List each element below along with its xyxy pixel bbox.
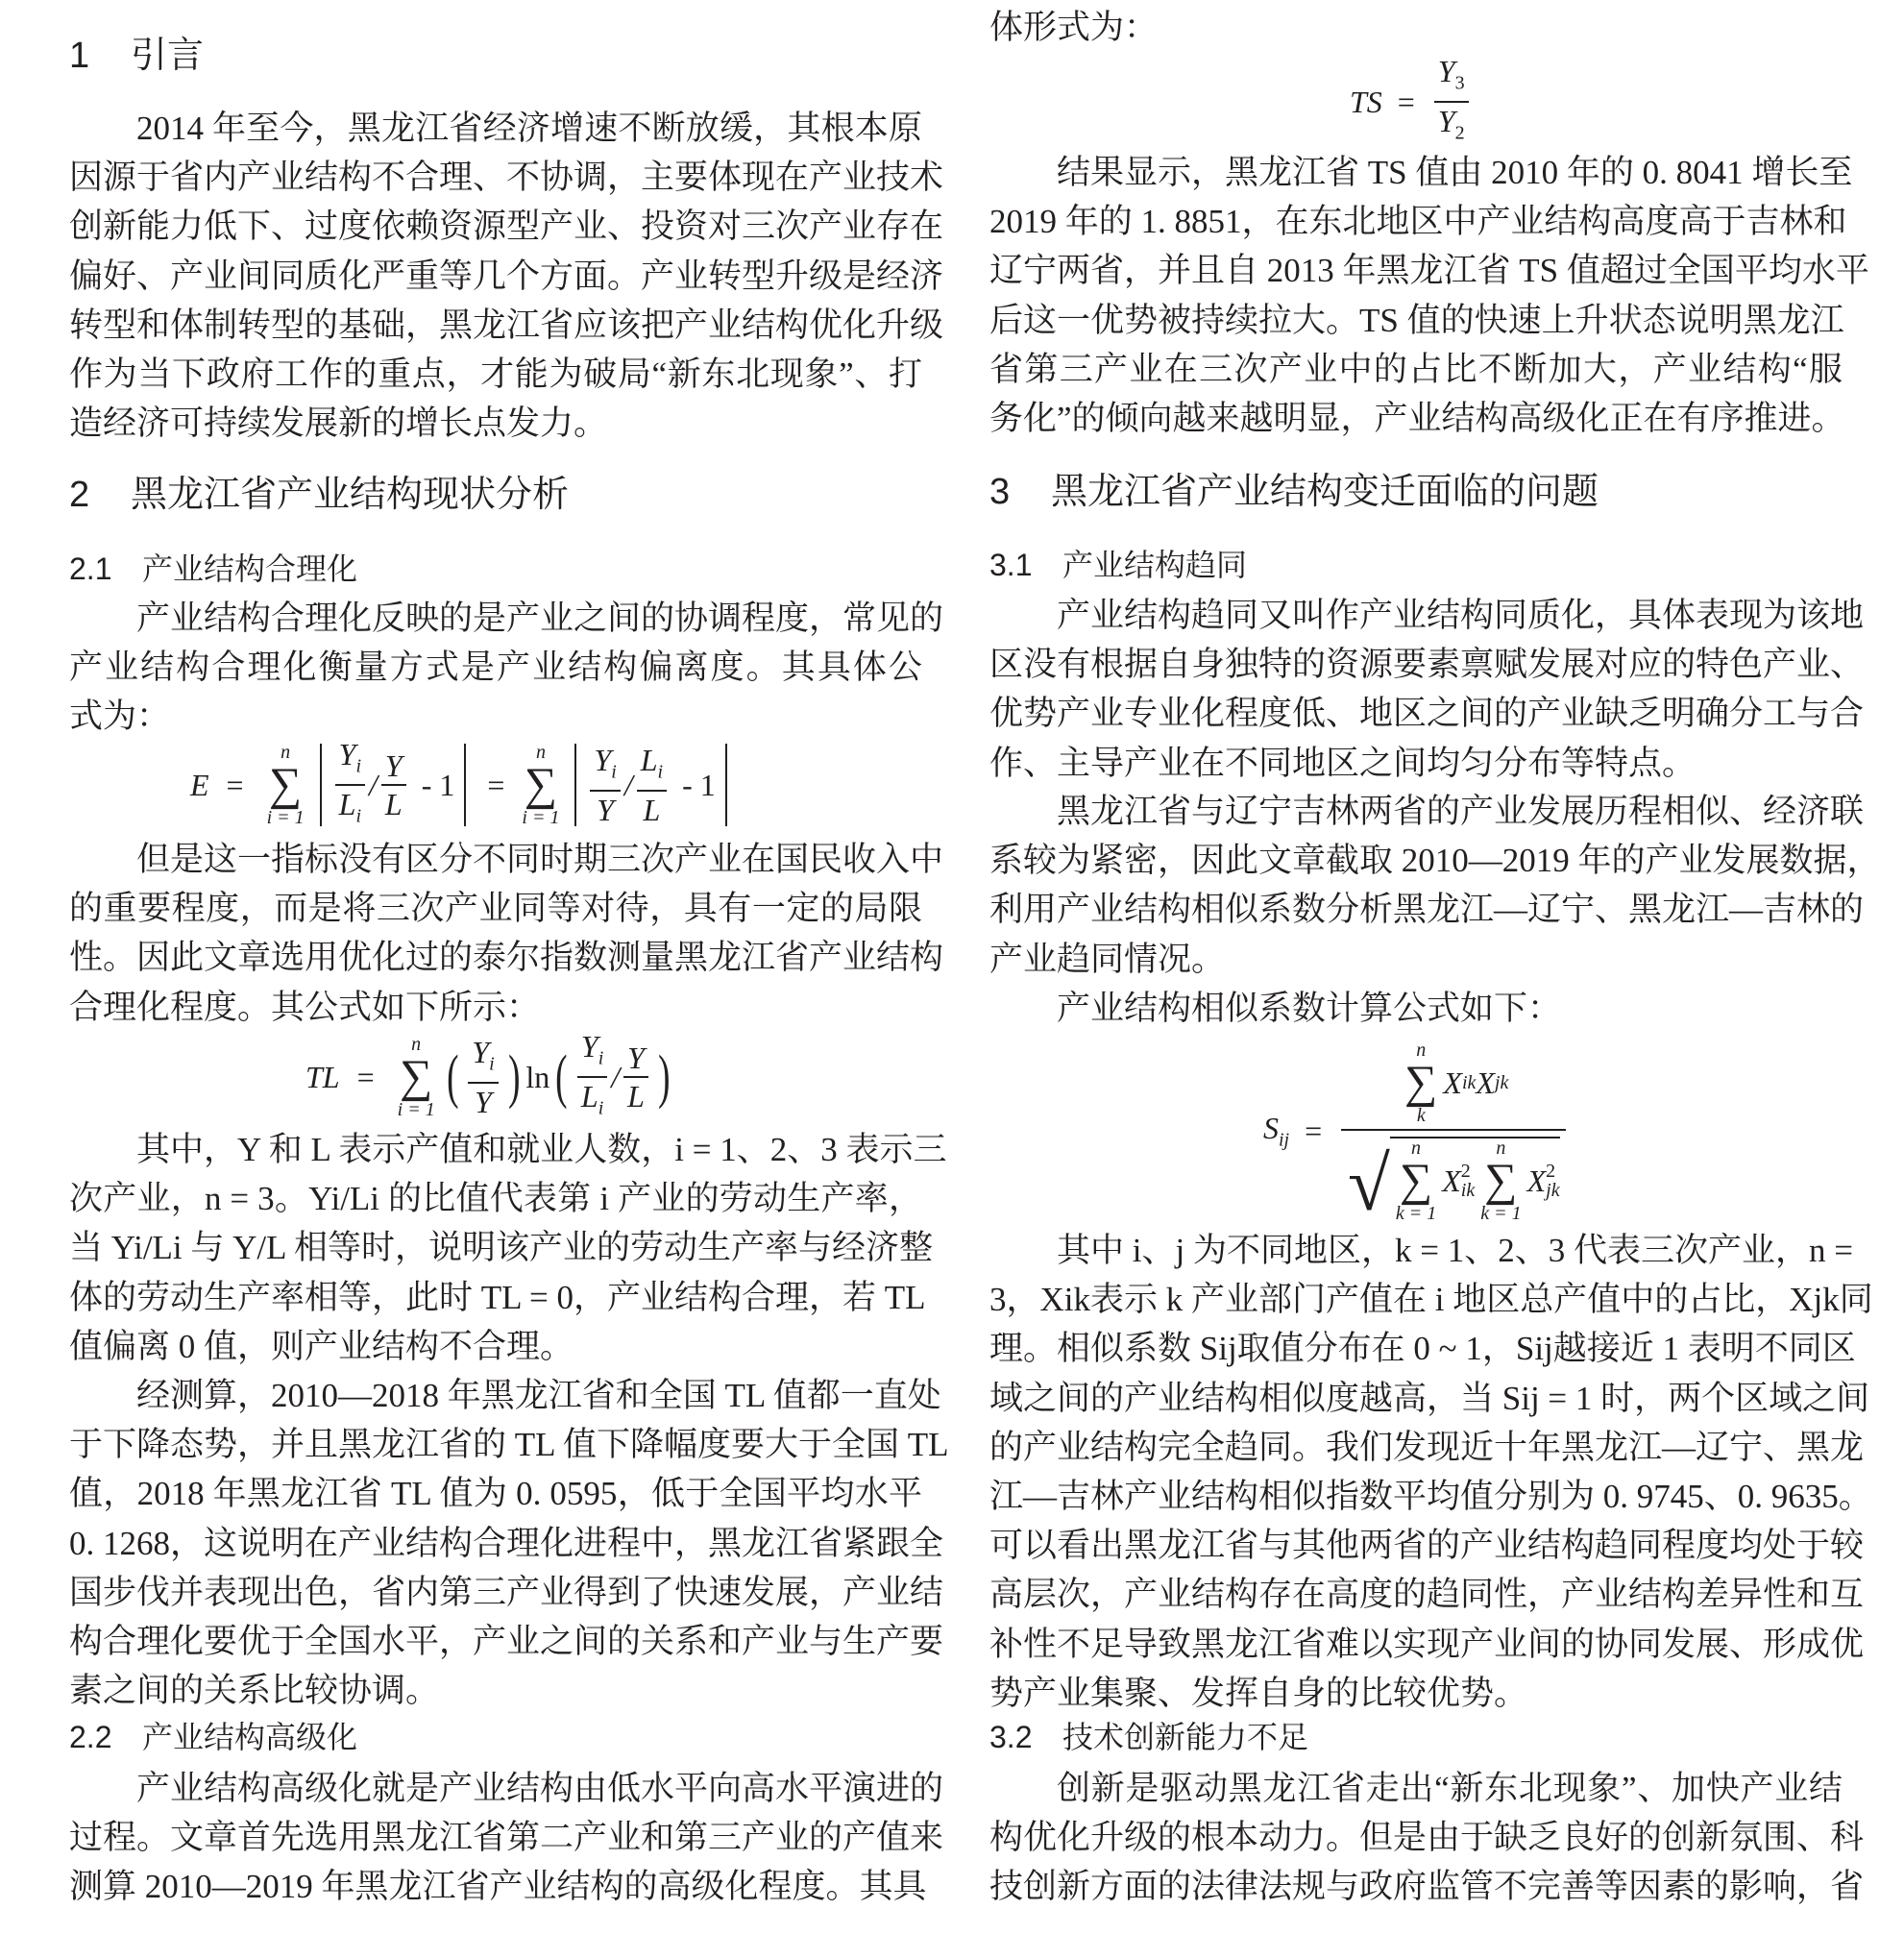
formula-similarity: $S_{ij}$ = n ∑ k X ik X jk √ n ∑ k = 1 X 2 ik n ∑ k = 1 X 2 jk: [1263, 1042, 1570, 1220]
formula-symbol: S: [1263, 1111, 1279, 1146]
text-line: 造经济可持续发展新的增长点发力。: [69, 404, 608, 443]
sqrt-icon: √: [1347, 1141, 1390, 1227]
text-line: 性。因此文章选用优化过的泰尔指数测量黑龙江省产业结构: [69, 939, 944, 977]
text-line: 产业结构趋同又叫作产业结构同质化，具体表现为该地: [1057, 597, 1865, 634]
paragraph: [989, 1764, 1865, 1912]
formula-symbol: E: [190, 767, 209, 802]
text-line: 的产业结构完全趋同。我们发现近十年黑龙江—辽宁、黑龙: [989, 1428, 1865, 1466]
formula-symbol: - 1: [421, 767, 455, 802]
heading-number: 3.2: [989, 1720, 1033, 1754]
text-line: 域之间的产业结构相似度越高，当 Sij = 1 时，两个区域之间: [989, 1379, 1870, 1417]
text-line: 理。相似系数 Sij取值分布在 0 ~ 1，Sij越接近 1 表明不同区: [989, 1330, 1856, 1368]
formula-symbol: =: [1397, 84, 1415, 119]
paragraph: [989, 3, 1843, 52]
text-line: 2019 年的 1. 8851，在东北地区中产业结构高度高于吉林和: [989, 203, 1847, 241]
text-line: 产业趋同情况。: [989, 940, 1226, 978]
text-line: 其中 i、j 为不同地区，k = 1、2、3 代表三次产业，n =: [1057, 1232, 1853, 1269]
text-line: 体的劳动生产率相等，此时 TL = 0，产业结构合理，若 TL: [69, 1278, 926, 1316]
fraction: $\frac{Y_i}{Y}$: [590, 742, 620, 828]
fraction: n ∑ k X ik X jk √ n ∑ k = 1 X 2 ik n ∑ k = 1 X 2 jk: [1341, 1040, 1566, 1223]
paragraph: [989, 148, 1869, 443]
heading-title: 黑龙江省产业结构现状分析: [131, 475, 570, 515]
heading-number: 3.1: [989, 548, 1033, 582]
text-line: 素之间的关系比较协调。: [69, 1672, 440, 1710]
text-line: 系较为紧密，因此文章截取 2010—2019 年的产业发展数据，: [989, 842, 1881, 880]
text-line: 国步伐并表现出色，省内第三产业得到了快速发展，产业结: [69, 1573, 944, 1611]
text-line: 黑龙江省与辽宁吉林两省的产业发展历程相似、经济联: [1057, 793, 1865, 830]
heading-title: 黑龙江省产业结构变迁面临的问题: [1051, 472, 1599, 512]
paragraph: [69, 1764, 944, 1912]
heading-2: [69, 471, 569, 519]
text-line: 创新是驱动黑龙江省走出“新东北现象”、加快产业结: [1057, 1770, 1843, 1807]
text-line: 但是这一指标没有区分不同时期三次产业在国民收入中: [136, 841, 944, 878]
text-line: 江—吉林产业结构相似指数平均值分别为 0. 9745、0. 9635。: [989, 1477, 1872, 1515]
heading-number: 2: [69, 475, 90, 515]
text-line: 势产业集聚、发挥自身的比较优势。: [989, 1674, 1528, 1712]
text-line: 产业结构相似系数计算公式如下：: [1057, 990, 1562, 1027]
heading-title: 技术创新能力不足: [1062, 1720, 1309, 1754]
text-line: 测算 2010—2019 年黑龙江省产业结构的高级化程度。其具: [69, 1868, 927, 1906]
text-line: 其中，Y 和 L 表示产值和就业人数，i = 1、2、3 表示三: [136, 1131, 947, 1168]
fraction: $\frac{Y}{L}$: [381, 747, 406, 822]
heading-number: 3: [989, 472, 1011, 512]
paragraph: [989, 1226, 1873, 1718]
text-line: 作为当下政府工作的重点，才能为破局“新东北现象”、打: [69, 355, 922, 393]
text-line: 当 Yi/Li 与 Y/L 相等时，说明该产业的劳动生产率与经济整: [69, 1229, 933, 1267]
text-line: 技创新方面的法律法规与政府监管不完善等因素的影响，省: [989, 1868, 1865, 1906]
text-line: 式为：: [69, 698, 171, 736]
formula-symbol: - 1: [682, 767, 716, 802]
text-line: 转型和体制转型的基础，黑龙江省应该把产业结构优化升级: [69, 306, 944, 344]
heading-title: 产业结构趋同: [1062, 548, 1248, 582]
heading-3: [989, 468, 1599, 516]
fraction: $\frac{Y_3}{Y_2}$: [1434, 53, 1469, 152]
text-line: 经测算，2010—2018 年黑龙江省和全国 TL 值都一直处: [136, 1377, 941, 1414]
text-line: 次产业，n = 3。Yi/Li 的比值代表第 i 产业的劳动生产率，: [69, 1180, 922, 1218]
formula-symbol: =: [356, 1059, 375, 1094]
text-line: 务化”的倾向越来越明显，产业结构高级化正在有序推进。: [989, 399, 1845, 437]
abs-bar: [464, 744, 466, 826]
text-line: 优势产业专业化程度低、地区之间的产业缺乏明确分工与合: [989, 695, 1865, 733]
paragraph: [989, 591, 1865, 788]
heading-number: 2.1: [69, 551, 112, 586]
text-line: 结果显示，黑龙江省 TS 值由 2010 年的 0. 8041 增长至: [1057, 154, 1853, 191]
text-line: 构合理化要优于全国水平，产业之间的关系和产业与生产要: [69, 1622, 944, 1660]
text-line: 值偏离 0 值，则产业结构不合理。: [69, 1327, 574, 1365]
text-line: 0. 1268，这说明在产业结构合理化进程中，黑龙江省紧跟全: [69, 1524, 944, 1562]
paragraph: [69, 1125, 947, 1371]
heading-3-1: [989, 544, 1247, 586]
heading-number: 2.2: [69, 1720, 112, 1754]
text-line: 2014 年至今，黑龙江省经济增速不断放缓，其根本原: [136, 110, 922, 147]
sum-operator: n ∑ i = 1: [522, 742, 560, 828]
text-line: 合理化程度。其公式如下所示：: [69, 988, 541, 1026]
text-line: 构优化升级的根本动力。但是由于缺乏良好的创新氛围、科: [989, 1819, 1865, 1857]
text-line: 因源于省内产业结构不合理、不协调，主要体现在产业技术: [69, 159, 944, 197]
text-line: 补性不足导致黑龙江省难以实现产业间的协同发展、形成优: [989, 1625, 1865, 1663]
text-line: 利用产业结构相似系数分析黑龙江—辽宁、黑龙江—吉林的: [989, 891, 1865, 929]
sum-operator: n ∑ i = 1: [266, 742, 305, 828]
paragraph: [69, 835, 944, 1032]
formula-theil-index: TL = n ∑ i = 1 ( $\frac{Y_i}{Y}$ ) ln ( $\frac{Y_i}{L_i}$ / $\frac{Y}{L}$ ): [305, 1034, 676, 1120]
sum-operator: n ∑ i = 1: [397, 1034, 435, 1120]
formula-ts: [1350, 53, 1473, 144]
text-line: 创新能力低下、过度依赖资源型产业、投资对三次产业存在: [69, 208, 944, 246]
fraction: $\frac{Y_i}{Y}$: [468, 1034, 498, 1120]
paragraph: [69, 104, 944, 448]
formula-symbol: TL: [305, 1059, 340, 1094]
paragraph: [69, 1371, 949, 1715]
fraction: $\frac{L_i}{L}$: [637, 742, 667, 828]
heading-2-1: [69, 548, 357, 590]
formula-symbol: =: [487, 767, 505, 802]
paragraph: [989, 984, 1843, 1033]
text-line: 辽宁两省，并且自 2013 年黑龙江省 TS 值超过全国平均水平: [989, 252, 1869, 290]
text-line: 产业结构高级化就是产业结构由低水平向高水平演进的: [136, 1770, 944, 1807]
abs-bar: [725, 744, 727, 826]
text-line: 产业结构合理化衡量方式是产业结构偏离度。其具体公: [69, 649, 922, 687]
text-line: 高层次，产业结构存在高度的趋同性，产业结构差异性和互: [989, 1576, 1865, 1614]
formula-deviation: E = n ∑ i = 1 $\frac{Y_i}{L_i}$ / $\frac{Y}{L}$ - 1 = n ∑ i = 1 $\frac{Y_i}{Y}$ / $\frac{L_i}{L}$ - 1: [190, 742, 737, 828]
text-line: 过程。文章首先选用黑龙江省第二产业和第三产业的产值来: [69, 1819, 944, 1857]
paragraph: [989, 787, 1881, 984]
text-line: 值，2018 年黑龙江省 TL 值为 0. 0595，低于全国平均水平: [69, 1475, 922, 1513]
formula-symbol: =: [226, 767, 244, 802]
heading-3-2: [989, 1716, 1308, 1758]
heading-title: 产业结构合理化: [142, 551, 358, 586]
text-line: 省第三产业在三次产业中的占比不断加大，产业结构“服: [989, 350, 1843, 388]
heading-number: 1: [69, 36, 90, 76]
text-line: 产业结构合理化反映的是产业之间的协调程度，常见的: [136, 600, 944, 637]
abs-bar: [574, 744, 576, 826]
ln-operator: ln: [525, 1059, 550, 1094]
fraction: $\frac{Y_i}{L_i}$: [577, 1028, 607, 1127]
heading-2-2: [69, 1716, 357, 1758]
text-line: 于下降态势，并且黑龙江省的 TL 值下降幅度要大于全国 TL: [69, 1426, 949, 1464]
heading-title: 引言: [131, 36, 205, 76]
text-line: 3，Xik表示 k 产业部门产值在 i 地区总产值中的占比，Xjk同: [989, 1281, 1873, 1319]
text-line: 可以看出黑龙江省与其他两省的产业结构趋同程度均处于较: [989, 1527, 1865, 1565]
text-line: 的重要程度，而是将三次产业同等对待，具有一定的局限: [69, 890, 922, 928]
sum-upper: n: [281, 742, 291, 763]
fraction: $\frac{Y_i}{L_i}$: [335, 736, 365, 835]
text-line: 区没有根据自身独特的资源要素禀赋发展对应的特色产业、: [989, 646, 1865, 684]
text-line: 作、主导产业在不同地区之间均匀分布等特点。: [989, 744, 1697, 782]
abs-bar: [320, 744, 322, 826]
formula-symbol: =: [1305, 1114, 1323, 1148]
text-line: 后这一优势被持续拉大。TS 值的快速上升状态说明黑龙江: [989, 301, 1844, 339]
paragraph: [69, 594, 944, 742]
heading-1: [69, 32, 204, 80]
sum-lower: i = 1: [266, 807, 305, 828]
fraction: $\frac{Y}{L}$: [623, 1040, 648, 1114]
text-line: 偏好、产业间同质化严重等几个方面。产业转型升级是经济: [69, 257, 944, 295]
text-line: 体形式为：: [989, 9, 1159, 46]
formula-symbol: TS: [1350, 84, 1382, 119]
heading-title: 产业结构高级化: [142, 1720, 358, 1754]
